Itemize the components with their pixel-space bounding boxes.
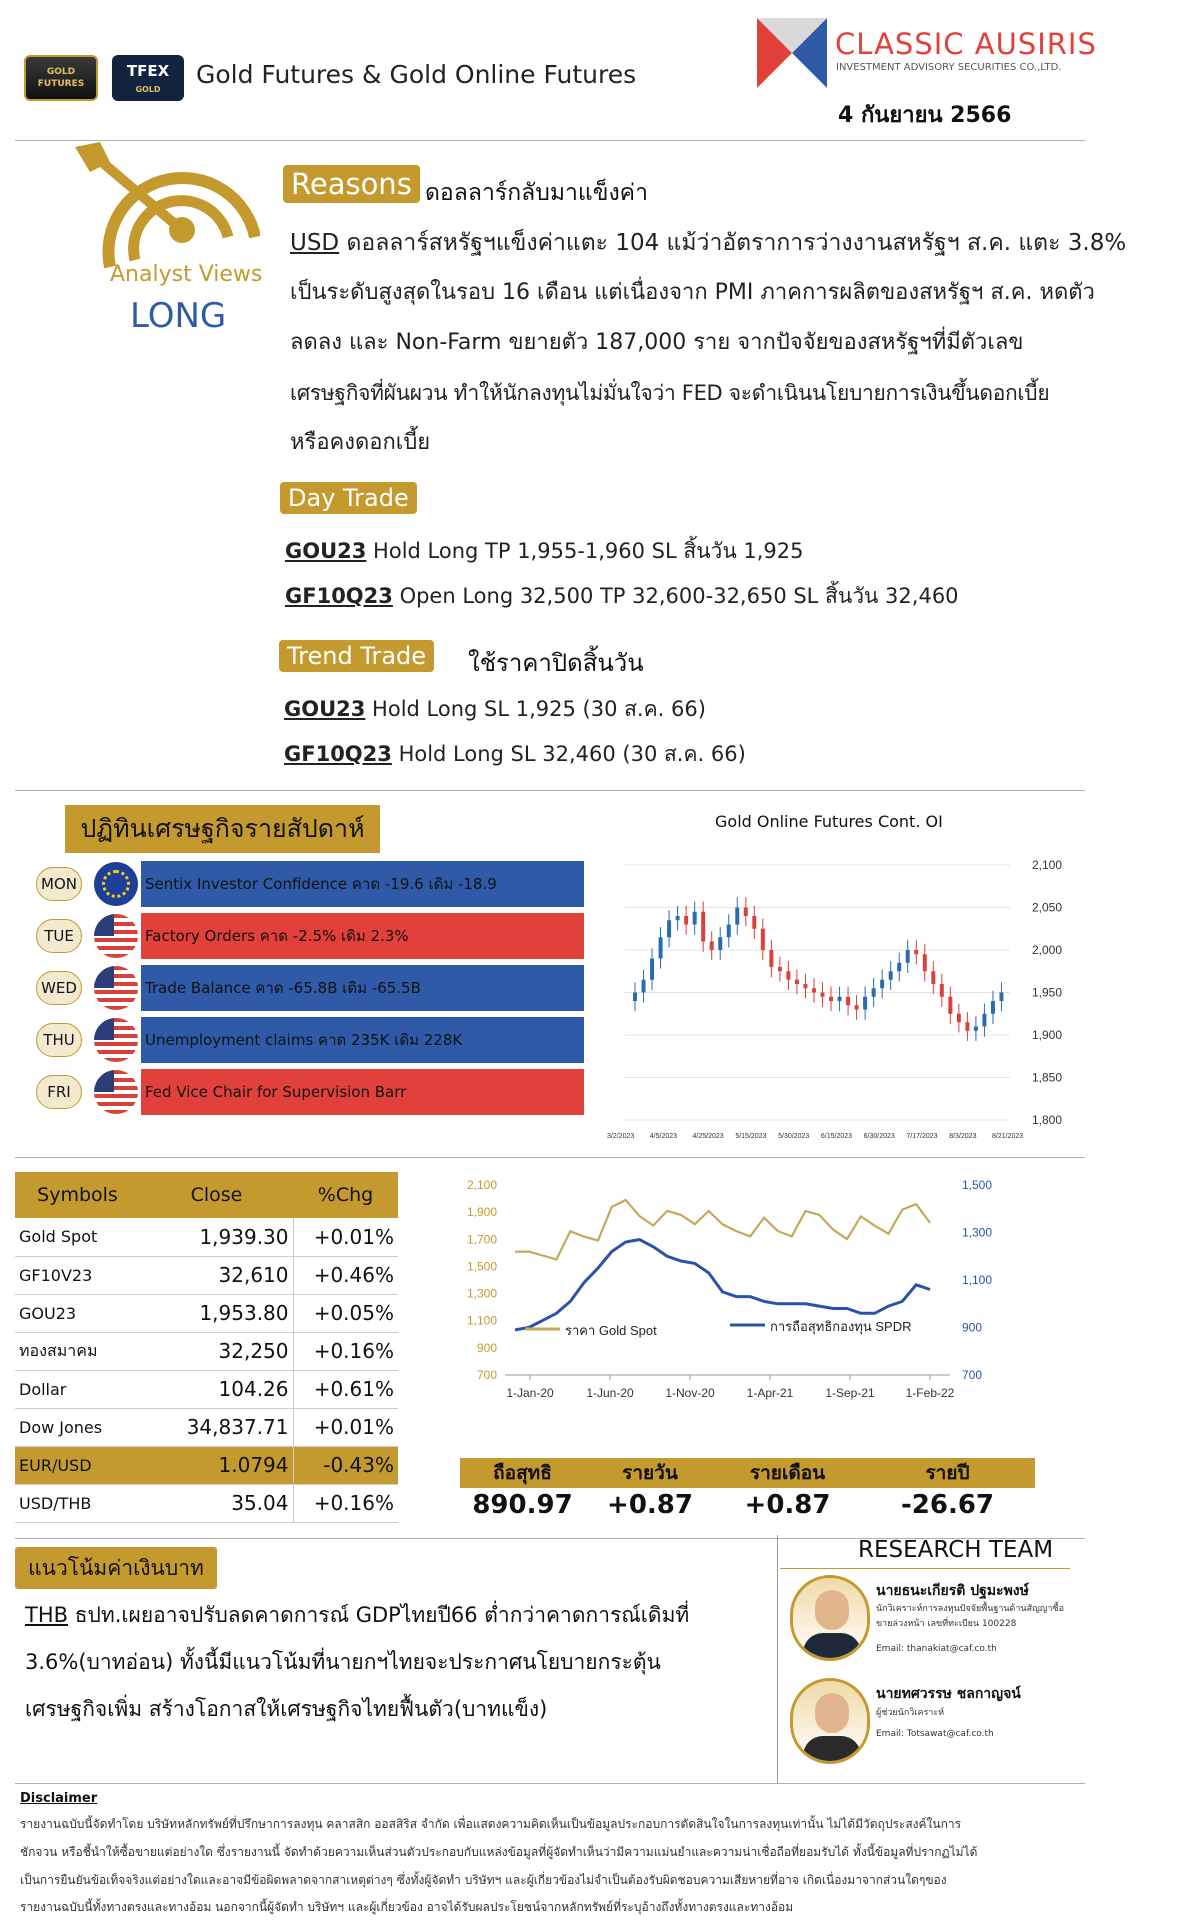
y-left-tick-label: 1,100 — [466, 1313, 497, 1328]
x-tick-label: 7/17/2023 — [906, 1133, 938, 1140]
calendar-event: Trade Balance คาด -65.8B เดิม -65.5B — [140, 964, 585, 1012]
reasons-line-5: หรือคงดอกเบี้ย — [290, 430, 431, 455]
member-role: นักวิเคราะห์การลงทุนปัจจัยพื้นฐานด้านสัญญาซื้อขายล่วงหน้า เลขที่ทะเบียน 100228 — [876, 1604, 1064, 1629]
candle-body — [855, 1005, 859, 1009]
candle-body — [931, 971, 935, 984]
table-row — [15, 1484, 398, 1522]
candle-body — [889, 971, 893, 980]
trend-trade-note: ใช้ราคาปิดสิ้นวัน — [468, 649, 644, 677]
vertical-divider — [777, 1535, 778, 1783]
x-tick-label: 5/30/2023 — [778, 1133, 810, 1140]
candle-body — [829, 997, 833, 1001]
x-tick-label: 6/15/2023 — [820, 1133, 853, 1140]
y-left-tick-label: 1,900 — [466, 1205, 497, 1220]
company-subtitle: INVESTMENT ADVISORY SECURITIES CO.,LTD. — [836, 62, 1062, 73]
candle-body — [863, 997, 867, 1010]
divider — [15, 1783, 1085, 1784]
reasons-label: Reasons — [283, 165, 420, 203]
symbol-cell: EUR/USD — [15, 1446, 140, 1484]
x-tick-label: 1-Nov-20 — [665, 1386, 715, 1400]
y-tick-label: 1,850 — [1032, 1070, 1063, 1085]
baht-line-1: THB ธปท.เผยอาจปรับลดคาดการณ์ GDPไทยปี66 ต่ำกว่าคาดการณ์เดิมที่ — [25, 1603, 690, 1627]
y-right-tick-label: 1,500 — [962, 1178, 993, 1192]
candle-body — [684, 916, 688, 925]
oi-chart-title: Gold Online Futures Cont. OI — [715, 812, 943, 831]
candle-body — [803, 984, 807, 988]
gold-spdr-line-chart — [440, 1165, 1020, 1420]
chg-cell: +0.01% — [293, 1408, 398, 1446]
col-header-symbols: Symbols — [15, 1172, 140, 1218]
x-tick-label: 1-Jun-20 — [586, 1386, 634, 1400]
y-left-tick-label: 900 — [476, 1340, 497, 1355]
symbol-cell: GF10V23 — [15, 1256, 140, 1294]
candle-body — [795, 980, 799, 984]
y-right-tick-label: 900 — [962, 1320, 983, 1335]
divider — [15, 790, 1085, 791]
divider — [15, 1157, 1085, 1158]
col-header-chg: %Chg — [293, 1172, 398, 1218]
table-row — [15, 1294, 398, 1332]
candle-body — [735, 908, 739, 925]
x-tick-label: 1-Apr-21 — [746, 1386, 794, 1400]
symbol-cell: USD/THB — [15, 1484, 140, 1522]
calendar-event: Sentix Investor Confidence คาด -19.6 เดิม -18.9 — [140, 860, 585, 908]
candle-body — [761, 929, 765, 950]
chg-cell: +0.01% — [293, 1218, 398, 1256]
candle-body — [778, 967, 782, 971]
close-cell: 35.04 — [140, 1484, 293, 1522]
y-tick-label: 2,000 — [1032, 943, 1063, 957]
us-flag-icon — [94, 914, 138, 958]
close-cell: 104.26 — [140, 1370, 293, 1408]
reasons-headline: ดอลลาร์กลับมาแข็งค่า — [425, 180, 648, 206]
y-tick-label: 2,050 — [1032, 900, 1063, 915]
member-role: ผู้ช่วยนักวิเคราะห์ — [876, 1708, 945, 1718]
candle-body — [642, 980, 646, 993]
candle-body — [999, 993, 1003, 1002]
calendar-title: ปฏิทินเศรษฐกิจรายสัปดาห์ — [65, 805, 380, 853]
perf-header: รายวัน — [585, 1458, 715, 1488]
candle-body — [752, 916, 756, 929]
candle-body — [880, 980, 884, 989]
table-row — [15, 1256, 398, 1294]
eu-flag-icon — [94, 862, 138, 906]
candle-body — [769, 950, 773, 967]
candle-body — [812, 988, 816, 992]
chg-cell: -0.43% — [293, 1446, 398, 1484]
candle-body — [991, 1001, 995, 1014]
x-tick-label: 6/30/2023 — [863, 1133, 895, 1140]
calendar-day: MON — [36, 867, 82, 901]
reasons-symbol: USD — [290, 230, 340, 256]
member-name: นายทศวรรษ ชลกาญจน์ — [876, 1686, 1021, 1702]
us-flag-icon — [94, 966, 138, 1010]
baht-label: แนวโน้มค่าเงินบาท — [15, 1547, 217, 1589]
candle-body — [838, 997, 842, 1001]
candle-body — [872, 988, 876, 997]
chg-cell: +0.16% — [293, 1332, 398, 1370]
candle-body — [701, 912, 705, 942]
candle-body — [633, 993, 637, 1002]
series-line — [515, 1240, 930, 1330]
company-name: CLASSIC AUSIRIS — [835, 27, 1097, 61]
close-cell: 1.0794 — [140, 1446, 293, 1484]
us-flag-icon — [94, 1070, 138, 1114]
y-left-tick-label: 1,300 — [466, 1286, 497, 1301]
close-cell: 32,610 — [140, 1256, 293, 1294]
candle-body — [659, 937, 663, 958]
candle-body — [744, 908, 748, 917]
header-title: Gold Futures & Gold Online Futures — [196, 60, 637, 89]
x-tick-label: 4/5/2023 — [649, 1133, 678, 1140]
disclaimer-title: Disclaimer — [20, 1791, 98, 1806]
candle-body — [846, 997, 850, 1006]
candle-body — [957, 1014, 961, 1023]
close-cell: 32,250 — [140, 1332, 293, 1370]
calendar-day: FRI — [36, 1075, 82, 1109]
reasons-line-1: USD ดอลลาร์สหรัฐฯแข็งค่าแตะ 104 แม้ว่าอัตราการว่างงานสหรัฐฯ ส.ค. แตะ 3.8% — [290, 230, 1127, 256]
baht-line-2: 3.6%(บาทอ่อน) ทั้งนี้มีแนวโน้มที่นายกฯไทยจะประกาศนโยบายกระตุ้น — [25, 1650, 661, 1674]
series-line — [515, 1200, 930, 1259]
candle-body — [974, 1027, 978, 1031]
disclaimer-line: เป็นการยืนยันข้อเท็จจริงแต่อย่างใดและอาจมีข้อผิดพลาดจากสาเหตุต่างๆ ซึ่งทั้งผู้จัดทำ บริษัทฯ และผู้เกี่ยวข้องไม่จำเป็นต้องรับผิดชอบความเสียหายที่อาจ เกิดเนื่องมาจากส่วนใดๆของ — [20, 1873, 947, 1887]
y-left-tick-label: 1,700 — [466, 1232, 497, 1247]
disclaimer-line: ชักจวน หรือชี้นำให้ซื้อขายแต่อย่างใด ซึ่งรายงานนี้ จัดทำด้วยความเห็นส่วนตัวประกอบกับแหล่งข้อมูลที่ผู้จัดทำเห็นว่ามีความแม่นยำและความน่าเชื่อถือที่ยอมรับได้ ทั้งนี้ข้อมูลที่ปรากฏไม่ได้ — [20, 1845, 978, 1859]
y-right-tick-label: 1,300 — [962, 1225, 993, 1240]
x-tick-label: 8/21/2023 — [992, 1133, 1024, 1140]
analyst-view: LONG — [130, 296, 227, 336]
candle-body — [948, 997, 952, 1014]
candle-body — [923, 954, 927, 971]
perf-value: 890.97 — [472, 1490, 573, 1520]
x-tick-label: 8/3/2023 — [949, 1133, 977, 1140]
y-tick-label: 1,900 — [1032, 1028, 1063, 1042]
chg-cell: +0.05% — [293, 1294, 398, 1332]
x-tick-label: 1-Jan-20 — [506, 1386, 554, 1400]
calendar-event: Unemployment claims คาด 235K เดิม 228K — [140, 1016, 585, 1064]
calendar-day: TUE — [36, 919, 82, 953]
symbol-cell: ทองสมาคม — [15, 1332, 140, 1370]
chg-cell: +0.16% — [293, 1484, 398, 1522]
y-tick-label: 2,100 — [1032, 858, 1063, 872]
y-left-tick-label: 1,500 — [466, 1259, 497, 1274]
us-flag-icon — [94, 1018, 138, 1062]
table-row — [15, 1446, 398, 1484]
candle-body — [676, 916, 680, 920]
baht-line-3: เศรษฐกิจเพิ่ม สร้างโอกาสให้เศรษฐกิจไทยฟื้นตัว(บาทแข็ง) — [25, 1697, 548, 1721]
oi-candlestick-chart — [600, 840, 1080, 1140]
symbol-cell: Gold Spot — [15, 1218, 140, 1256]
close-cell: 34,837.71 — [140, 1408, 293, 1446]
reasons-line-4: เศรษฐกิจที่ผันผวน ทำให้นักลงทุนไม่มั่นใจว่า FED จะดำเนินนโยบายการเงินขึ้นดอกเบี้ย — [290, 381, 1050, 405]
member-name: นายธนะเกียรติ ปฐมะพงษ์ — [876, 1583, 1029, 1599]
candle-body — [821, 993, 825, 997]
calendar-event: Fed Vice Chair for Supervision Barr — [140, 1068, 585, 1116]
member-email: Email: thanakiat@caf.co.th — [876, 1644, 997, 1654]
perf-header: รายเดือน — [715, 1458, 860, 1488]
trend-trade-item: GOU23 Hold Long SL 1,925 (30 ส.ค. 66) — [284, 697, 706, 721]
perf-value: +0.87 — [744, 1490, 831, 1520]
y-left-tick-label: 2,100 — [466, 1178, 497, 1192]
avatar — [790, 1575, 870, 1661]
disclaimer-line: รายงานฉบับนี้จัดทำโดย บริษัทหลักทรัพย์ที่ปรึกษาการลงทุน คลาสสิก ออสสิริส จำกัด เพื่อแสดงความคิดเห็นเป็นข้อมูลประกอบการตัดสินใจในการลงทุนเท่านั้น ไม่ได้มีวัตถุประสงค์ในการ — [20, 1817, 962, 1831]
symbol-cell: Dollar — [15, 1370, 140, 1408]
candle-body — [667, 920, 671, 937]
symbols-table — [15, 1172, 398, 1523]
candle-body — [906, 950, 910, 963]
table-row — [15, 1408, 398, 1446]
table-row — [15, 1218, 398, 1256]
avatar — [790, 1678, 870, 1764]
perf-header: ถือสุทธิ — [460, 1458, 585, 1488]
tfex-logo: TFEX GOLD — [112, 55, 184, 101]
report-date: 4 กันยายน 2566 — [838, 103, 1012, 128]
trend-trade-label: Trend Trade — [279, 640, 434, 672]
x-tick-label: 1-Feb-22 — [905, 1386, 955, 1400]
x-tick-label: 3/2/2023 — [607, 1133, 635, 1140]
perf-value: +0.87 — [607, 1490, 693, 1520]
day-trade-item: GOU23 Hold Long TP 1,955-1,960 SL สิ้นวัน 1,925 — [285, 539, 804, 563]
chg-cell: +0.46% — [293, 1256, 398, 1294]
trend-trade-item: GF10Q23 Hold Long SL 32,460 (30 ส.ค. 66) — [284, 742, 746, 766]
divider — [15, 140, 1085, 141]
perf-header: รายปี — [860, 1458, 1035, 1488]
x-tick-label: 1-Sep-21 — [825, 1386, 875, 1400]
candle-body — [982, 1014, 986, 1027]
perf-value: -26.67 — [900, 1490, 995, 1520]
x-tick-label: 5/15/2023 — [735, 1133, 767, 1140]
col-header-close: Close — [140, 1172, 293, 1218]
symbol-cell: Dow Jones — [15, 1408, 140, 1446]
close-cell: 1,939.30 — [140, 1218, 293, 1256]
legend-label: การถือสุทธิกองทุน SPDR — [770, 1319, 912, 1334]
y-right-tick-label: 700 — [962, 1368, 983, 1382]
candle-body — [914, 950, 918, 954]
legend-label: ราคา Gold Spot — [565, 1323, 657, 1338]
table-row — [15, 1332, 398, 1370]
research-title: RESEARCH TEAM — [858, 1537, 1054, 1563]
calendar-day: THU — [36, 1023, 82, 1057]
day-trade-label: Day Trade — [280, 482, 417, 514]
calendar-event: Factory Orders คาด -2.5% เดิม 2.3% — [140, 912, 585, 960]
y-right-tick-label: 1,100 — [962, 1273, 993, 1287]
x-tick-label: 4/25/2023 — [692, 1133, 724, 1140]
candle-body — [718, 937, 722, 950]
candle-body — [965, 1022, 969, 1031]
table-row — [15, 1370, 398, 1408]
member-email: Email: Totsawat@caf.co.th — [876, 1729, 994, 1739]
day-trade-item: GF10Q23 Open Long 32,500 TP 32,600-32,650 SL สิ้นวัน 32,460 — [285, 584, 959, 608]
symbol-cell: GOU23 — [15, 1294, 140, 1332]
calendar-day: WED — [36, 971, 82, 1005]
candle-body — [727, 925, 731, 938]
candle-body — [710, 942, 714, 951]
target-arrow-icon — [70, 142, 260, 272]
y-left-tick-label: 700 — [476, 1368, 497, 1382]
candle-body — [897, 963, 901, 972]
reasons-line-2: เป็นระดับสูงสุดในรอบ 16 เดือน แต่เนื่องจาก PMI ภาคการผลิตของสหรัฐฯ ส.ค. หดตัว — [290, 280, 1095, 305]
analyst-caption: Analyst Views — [110, 262, 263, 287]
chg-cell: +0.61% — [293, 1370, 398, 1408]
company-logo-mark — [757, 18, 827, 88]
candle-body — [693, 912, 697, 925]
y-tick-label: 1,800 — [1032, 1113, 1063, 1127]
y-tick-label: 1,950 — [1032, 985, 1063, 1000]
candle-body — [786, 971, 790, 980]
reasons-line-3: ลดลง และ Non-Farm ขยายตัว 187,000 ราย จากปัจจัยของสหรัฐฯที่มีตัวเลข — [290, 330, 1024, 355]
gold-futures-logo: GOLD FUTURES — [24, 55, 98, 101]
candle-body — [650, 959, 654, 980]
candle-body — [940, 984, 944, 997]
disclaimer-line: รายงานฉบับนี้ทั้งทางตรงและทางอ้อม นอกจากนี้ผู้จัดทำ บริษัทฯ และผู้เกี่ยวข้อง อาจได้รับผลประโยชน์จากหลักทรัพย์ที่ระบุอ้างถึงทั้งทางตรงและทางอ้อม — [20, 1900, 794, 1914]
close-cell: 1,953.80 — [140, 1294, 293, 1332]
